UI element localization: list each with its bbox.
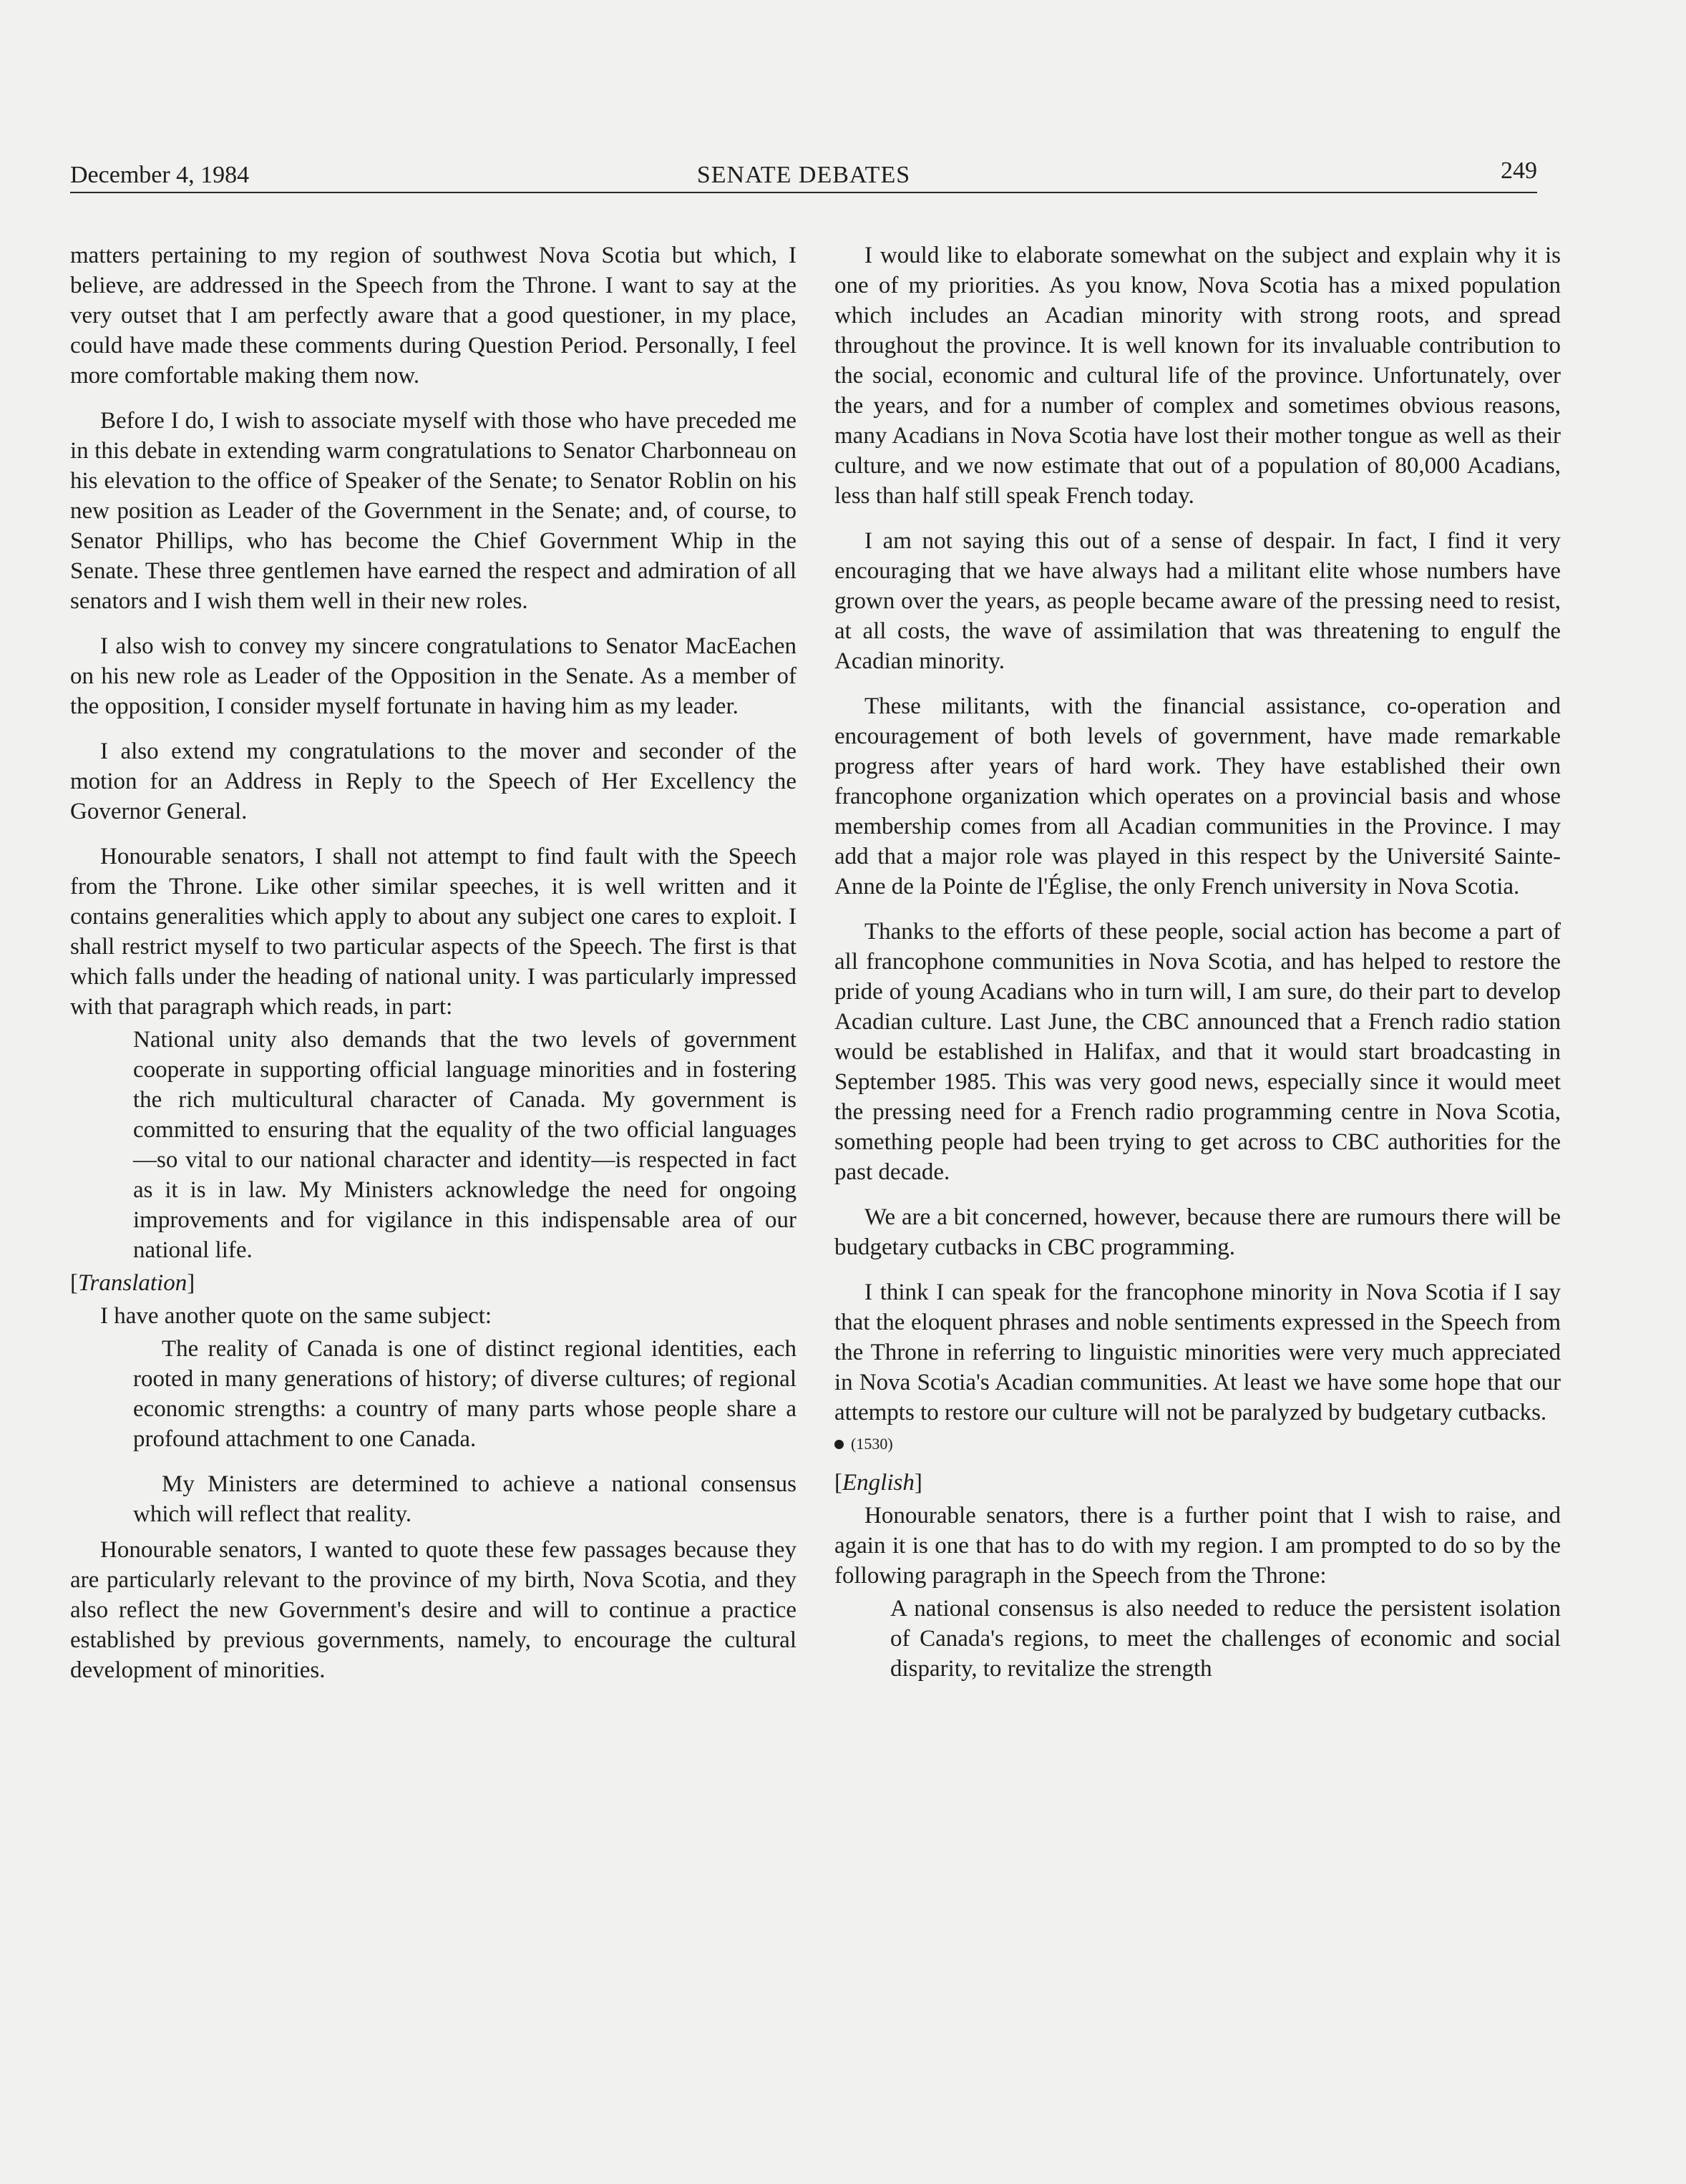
quote-text: The reality of Canada is one of distinct regional identities, each rooted in many generations of history; of diverse cultures; of regional economic strengths: a country of many parts whose people share a profound attachment to one Canada. (133, 1336, 796, 1452)
quote-text: A national consensus is also needed to reduce the persistent isolation of Canada's regions, to meet the challenges of economic and social disparity, to revitalize the strength (890, 1596, 1561, 1682)
block-quote (70, 1334, 796, 1529)
paragraph: I also extend my congratulations to the mover and seconder of the motion for an Address in Reply to the Speech of Her Excellency the Governor General. (70, 738, 796, 824)
header-title: SENATE DEBATES (696, 162, 911, 188)
paragraph: Honourable senators, there is a further point that I wish to raise, and again it is one that has to do with my region. I am prompted to do so by the following paragraph in the Speech from the Throne: (834, 1503, 1561, 1589)
paragraph: I would like to elaborate somewhat on the subject and explain why it is one of my priorities. As you know, Nova Scotia has a mixed population which includes an Acadian minority with strong roots, and spread throughout the province. It is well known for its invaluable contribution to the social, economic and cultural life of the province. Unfortunately, over the years, and for a number of complex and sometimes obvious reasons, many Acadians in Nova Scotia have lost their mother tongue as well as their culture, and we now estimate that out of a population of 80,000 Acadians, less than half still speak French today. (834, 243, 1561, 509)
paragraph: I also wish to convey my sincere congratulations to Senator MacEachen on his new role as Leader of the Opposition in the Senate. As a member of the opposition, I consider myself fortunate in having him as my leader. (70, 633, 796, 719)
paragraph: We are a bit concerned, however, because there are rumours there will be budgetary cutbacks in CBC programming. (834, 1204, 1561, 1260)
paragraph: Honourable senators, I wanted to quote these few passages because they are particularly relevant to the province of my birth, Nova Scotia, and they also reflect the new Government's desire and will to continue a practice established by previous governments, namely, to encourage the cultural development of minorities. (70, 1537, 796, 1683)
right-column (834, 240, 1561, 1687)
paragraph: Thanks to the efforts of these people, social action has become a part of all francophone communities in Nova Scotia, and has helped to restore the pride of young Acadians who in turn will, I am sure, do their part to develop Acadian culture. Last June, the CBC announced that a French radio station would be established in Halifax, and that it would start broadcasting in September 1985. This was very good news, especially since it would meet the pressing need for a French radio programming centre in Nova Scotia, something people had been trying to get across to CBC authorities for the past decade. (834, 919, 1561, 1185)
paragraph: matters pertaining to my region of southwest Nova Scotia but which, I believe, are addressed in the Speech from the Throne. I want to say at the very outset that I am perfectly aware that a good questioner, in my place, could have made these comments during Question Period. Personally, I feel more comfortable making them now. (70, 243, 796, 389)
header-date: December 4, 1984 (70, 162, 250, 188)
header-page-number: 249 (1501, 157, 1537, 184)
paragraph: I think I can speak for the francophone minority in Nova Scotia if I say that the eloquent phrases and noble sentiments expressed in the Speech from the Throne in referring to linguistic minorities were very much appreciated in Nova Scotia's Acadian communities. At least we have some hope that our attempts to restore our culture will not be paralyzed by budgetary cutbacks. (834, 1279, 1561, 1425)
paragraph: I am not saying this out of a sense of despair. In fact, I find it very encouraging that we have always had a militant elite whose numbers have grown over the years, as people became aware of the pressing need to resist, at all costs, the wave of assimilation that was threatening to engulf the Acadian minority. (834, 528, 1561, 674)
left-column (70, 240, 796, 1700)
english-tag: [English] (834, 1470, 922, 1496)
translation-tag-text: Translation (78, 1270, 187, 1296)
block-quote (70, 1025, 796, 1265)
paragraph: Honourable senators, I shall not attempt to find fault with the Speech from the Throne. Like other similar speeches, it is well written and it contains generalities which apply to about any subject one cares to exploit. I shall restrict myself to two particular aspects of the Speech. The first is that which falls under the heading of national unity. I was particularly impressed with that paragraph which reads, in part: (70, 844, 796, 1020)
time-marker (834, 1433, 1561, 1455)
translation-tag: [Translation] (70, 1270, 195, 1296)
bullet-icon (834, 1440, 844, 1449)
paragraph: These militants, with the financial assistance, co-operation and encouragement of both levels of government, have made remarkable progress after years of hard work. They have established their own francophone organization which operates on a provincial basis and whose membership comes from all Acadian communities in the Province. I may add that a major role was played in this respect by the Université Sainte-Anne de la Pointe de l'Église, the only French university in Nova Scotia. (834, 693, 1561, 900)
quote-text: National unity also demands that the two levels of government cooperate in supporting official language minorities and in fostering the rich multicultural character of Canada. My government is committed to ensuring that the equality of the two official languages—so vital to our national character and identity—is respected in fact as it is in law. My Ministers acknowledge the need for ongoing improvements and for vigilance in this indispensable area of our national life. (133, 1027, 796, 1263)
paragraph: I have another quote on the same subject: (100, 1303, 492, 1329)
block-quote (834, 1594, 1561, 1684)
quote-text: My Ministers are determined to achieve a national consensus which will reflect that reality. (133, 1471, 796, 1527)
english-tag-text: English (842, 1470, 915, 1496)
paragraph: Before I do, I wish to associate myself with those who have preceded me in this debate in extending warm congratulations to Senator Charbonneau on his elevation to the office of Speaker of the Senate; to Senator Roblin on his new position as Leader of the Government in the Senate; and, of course, to Senator Phillips, who has become the Chief Government Whip in the Senate. These three gentlemen have earned the respect and admiration of all senators and I wish them well in their new roles. (70, 408, 796, 614)
page-header (70, 152, 1537, 193)
time-marker-text: (1530) (851, 1435, 893, 1453)
